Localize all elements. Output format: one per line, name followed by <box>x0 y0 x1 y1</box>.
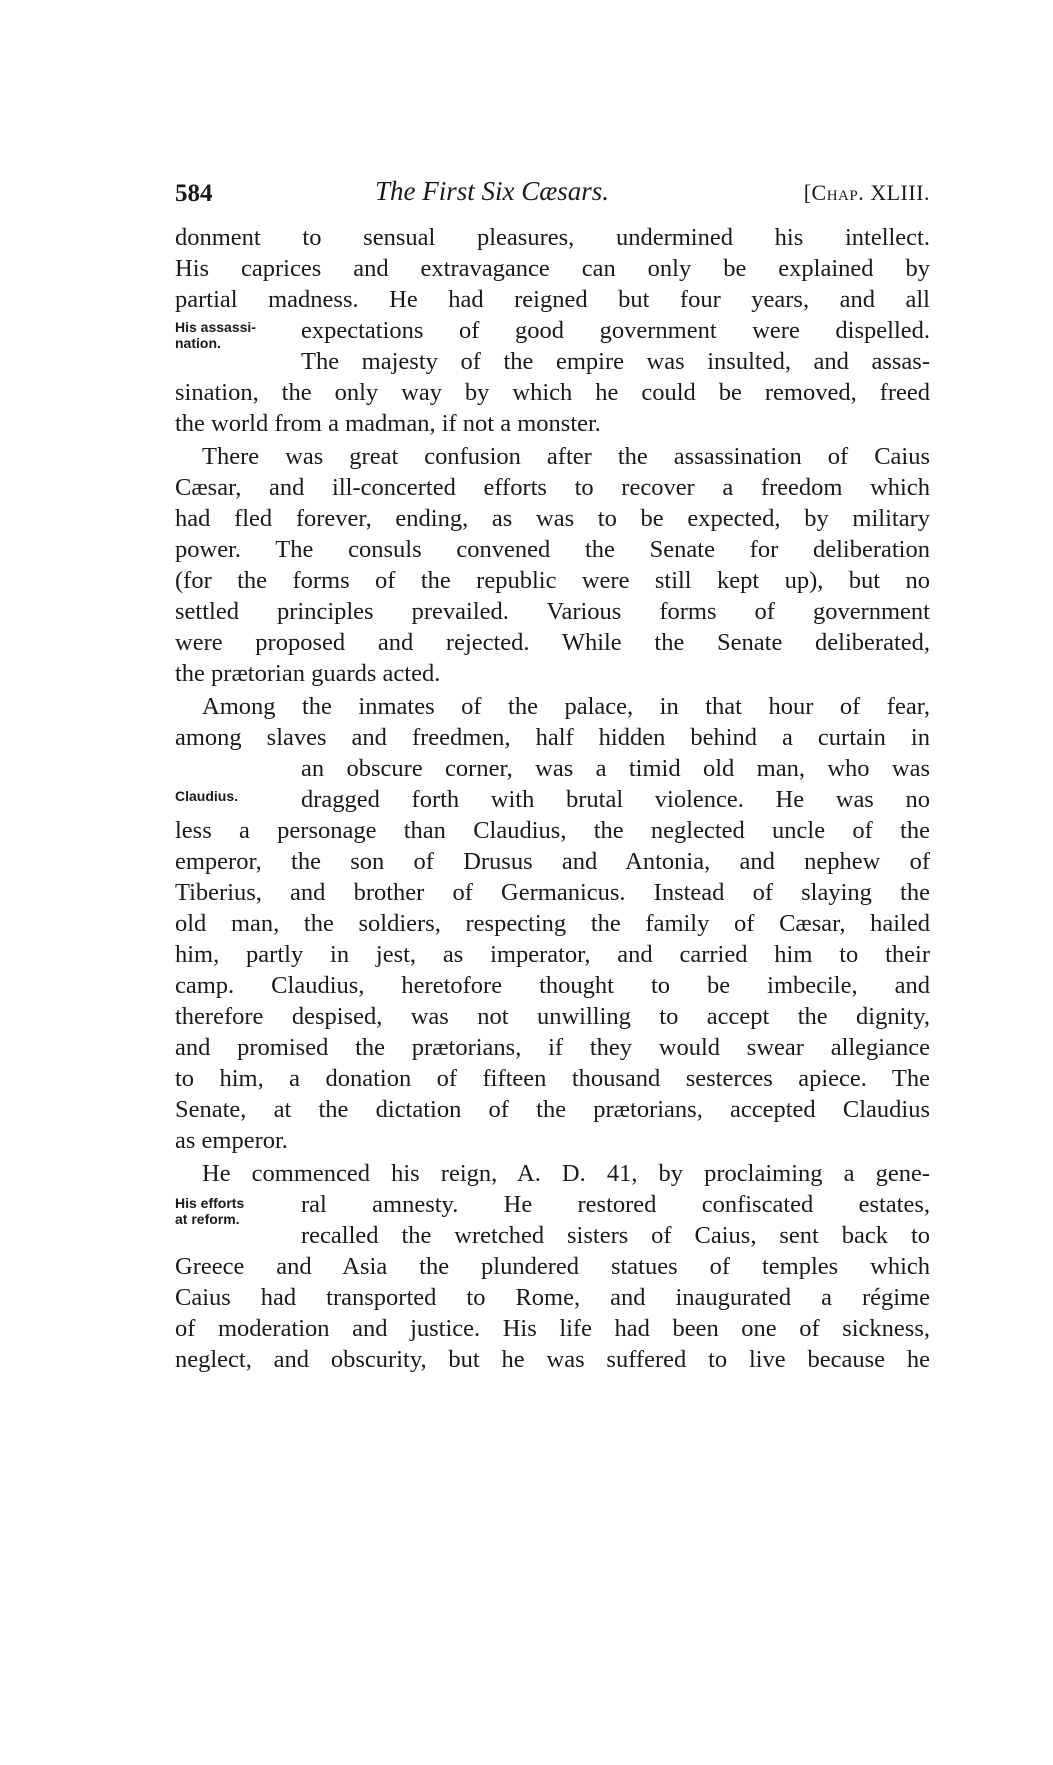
margin-note-assassination <box>175 319 256 351</box>
text-line: to him, a donation of fifteen thousand sesterces apiece. The <box>175 1065 930 1092</box>
text-line: emperor, the son of Drusus and Antonia, and nephew of <box>175 848 930 875</box>
page-number: 584 <box>175 180 213 207</box>
text-line: of moderation and justice. His life had been one of sickness, <box>175 1315 930 1342</box>
text-line: camp. Claudius, heretofore thought to be imbecile, and <box>175 972 930 999</box>
text-line: ral amnesty. He restored confiscated estates, <box>301 1191 930 1218</box>
text-line: neglect, and obscurity, but he was suffered to live because he <box>175 1346 930 1373</box>
text-line: an obscure corner, was a timid old man, who was <box>301 755 930 782</box>
text-line: partial madness. He had reigned but four years, and all <box>175 286 930 313</box>
text-line: and promised the prætorians, if they would swear allegiance <box>175 1034 930 1061</box>
text-line: Greece and Asia the plundered statues of temples which <box>175 1253 930 1280</box>
text-line: (for the forms of the republic were still kept up), but no <box>175 567 930 594</box>
text-line: power. The consuls convened the Senate for deliberation <box>175 536 930 563</box>
text-line: Cæsar, and ill-concerted efforts to recover a freedom which <box>175 474 930 501</box>
text-line: recalled the wretched sisters of Caius, sent back to <box>301 1222 930 1249</box>
text-line: the world from a madman, if not a monster. <box>175 410 601 437</box>
text-line: among slaves and freedmen, half hidden behind a curtain in <box>175 724 930 751</box>
margin-note-line: at reform. <box>175 1211 240 1227</box>
text-line: Among the inmates of the palace, in that hour of fear, <box>202 693 930 720</box>
text-line: sination, the only way by which he could be removed, freed <box>175 379 930 406</box>
text-line: the prætorian guards acted. <box>175 660 441 687</box>
running-title: The First Six Cæsars. <box>375 176 610 206</box>
text-line: donment to sensual pleasures, undermined his intellect. <box>175 224 930 251</box>
text-line: He commenced his reign, A. D. 41, by proclaiming a gene- <box>202 1160 930 1187</box>
text-line: Caius had transported to Rome, and inaugurated a régime <box>175 1284 930 1311</box>
text-line: settled principles prevailed. Various forms of government <box>175 598 930 625</box>
margin-note-reform <box>175 1195 244 1227</box>
text-line: expectations of good government were dispelled. <box>301 317 930 344</box>
text-line: The majesty of the empire was insulted, and assas- <box>301 348 930 375</box>
text-line: His caprices and extravagance can only be explained by <box>175 255 930 282</box>
margin-note-line: His efforts <box>175 1195 245 1211</box>
text-line: old man, the soldiers, respecting the family of Cæsar, hailed <box>175 910 930 937</box>
chapter-label: [Chap. XLIII. <box>803 180 930 205</box>
margin-note-line: His assassi- <box>175 319 256 335</box>
text-line: him, partly in jest, as imperator, and carried him to their <box>175 941 930 968</box>
text-line: Senate, at the dictation of the prætorians, accepted Claudius <box>175 1096 930 1123</box>
text-line: There was great confusion after the assassination of Caius <box>202 443 930 470</box>
page-header <box>175 176 930 216</box>
margin-note-line: nation. <box>175 335 221 351</box>
text-line: as emperor. <box>175 1127 288 1154</box>
text-line: had fled forever, ending, as was to be expected, by military <box>175 505 930 532</box>
text-line: were proposed and rejected. While the Senate deliberated, <box>175 629 930 656</box>
text-line: therefore despised, was not unwilling to accept the dignity, <box>175 1003 930 1030</box>
margin-note-line: Claudius. <box>175 788 239 804</box>
margin-note-claudius <box>175 788 238 804</box>
text-line: Tiberius, and brother of Germanicus. Instead of slaying the <box>175 879 930 906</box>
text-line: dragged forth with brutal violence. He was no <box>301 786 930 813</box>
text-line: less a personage than Claudius, the neglected uncle of the <box>175 817 930 844</box>
